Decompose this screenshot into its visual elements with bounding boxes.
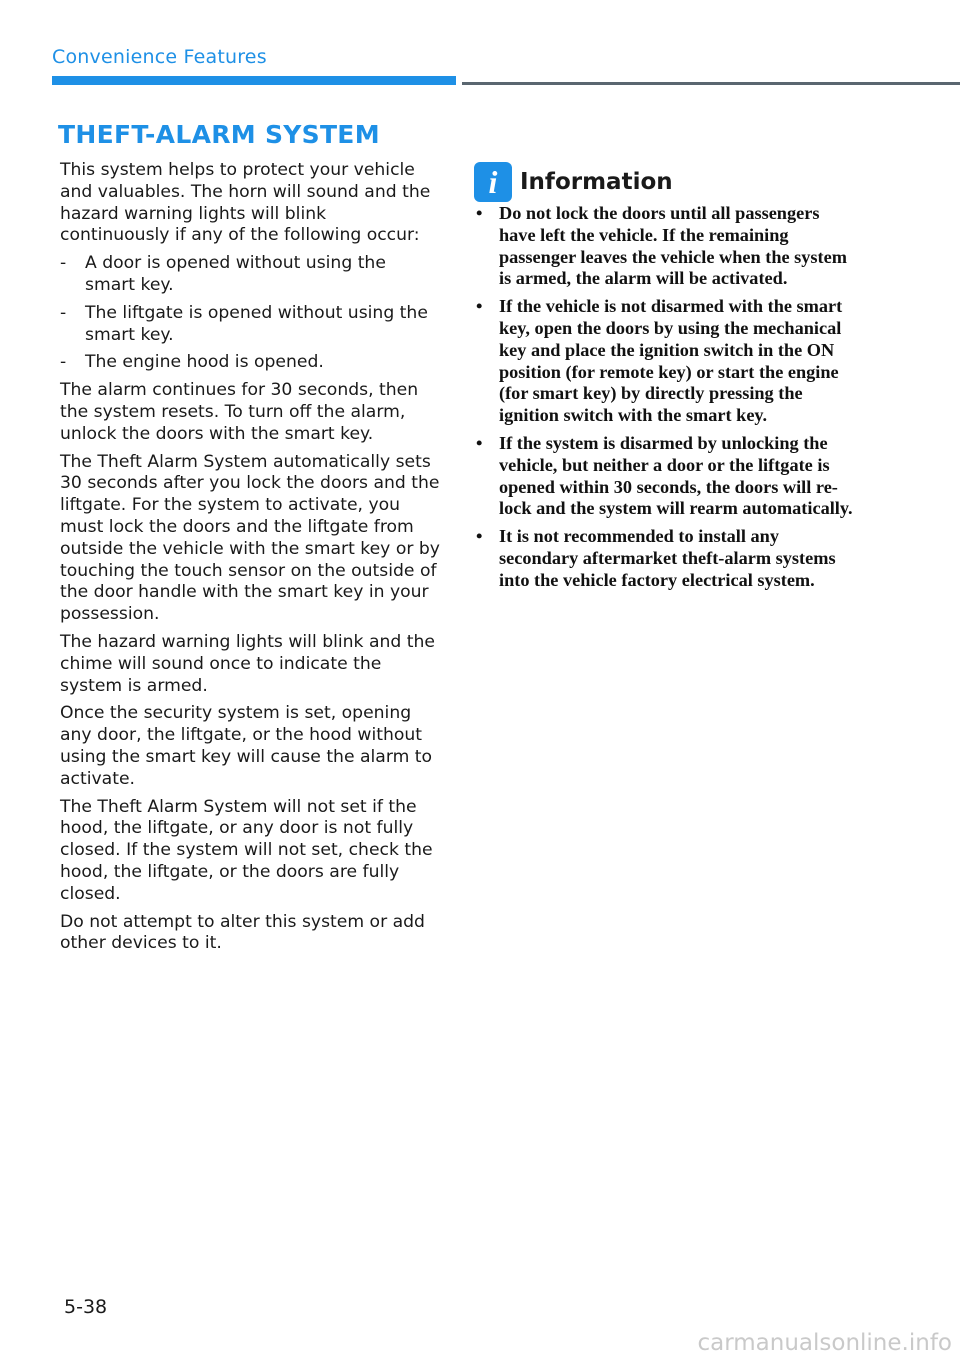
info-item-text: If the vehicle is not disarmed with the smart key, open the doors by using the mechanical key and place the ignition switch in the ON position (for remote key) or start the engine (for smart key) by directly pressing the ignition switch with the smart key. (499, 296, 843, 426)
body-paragraph: The Theft Alarm System automatically sets 30 seconds after you lock the doors and the liftgate. For the system to activate, you must lock the doors and the liftgate from outside the vehicle with the smart key or by touching the touch sensor on the outside of the door handle with the smart key in your possession. (60, 451, 440, 625)
bullet-dot: • (476, 296, 483, 317)
condition-text: A door is opened without using the smart key. (85, 253, 386, 295)
dash-bullet: - (60, 253, 67, 274)
condition-text: The engine hood is opened. (85, 352, 324, 373)
body-paragraph: Do not attempt to alter this system or add other devices to it. (60, 911, 425, 954)
body-paragraph: The hazard warning lights will blink and the chime will sound once to indicate the system is armed. (60, 631, 435, 696)
condition-item (60, 352, 440, 374)
info-item (474, 296, 854, 427)
chapter-title: Convenience Features (52, 46, 267, 68)
info-header (474, 162, 673, 202)
info-item-text: Do not lock the doors until all passengers have left the vehicle. If the remaining passenger leaves the vehicle when the system is armed, the alarm will be activated. (499, 203, 847, 289)
info-item (474, 433, 854, 520)
bullet-dot: • (476, 203, 483, 223)
body-paragraph: The Theft Alarm System will not set if the hood, the liftgate, or any door is not fully closed. If the system will not set, check the hood, the liftgate, or the doors are fully closed. (60, 796, 433, 904)
info-icon (474, 162, 512, 202)
condition-text: The liftgate is opened without using the smart key. (85, 302, 428, 345)
bullet-dot: • (476, 432, 483, 453)
info-item (474, 203, 854, 290)
watermark: carmanualsonline.info (697, 1330, 952, 1356)
info-list (474, 203, 854, 598)
info-item (474, 526, 854, 591)
body-paragraph: Once the security system is set, opening any door, the liftgate, or the hood without using the smart key will cause the alarm to activate. (60, 703, 433, 789)
info-title: Information (520, 169, 673, 195)
dash-bullet: - (60, 352, 67, 373)
svg-text:i: i (488, 166, 498, 198)
info-item-text: If the system is disarmed by unlocking the vehicle, but neither a door or the liftgate is opened within 30 seconds, the doors will re-lock and the system will rearm automatically. (499, 432, 853, 519)
condition-item (60, 303, 440, 347)
dash-bullet: - (60, 302, 67, 323)
intro-paragraph: This system helps to protect your vehicle and valuables. The horn will sound and the hazard warning lights will blink continuously if any of the following occur: (60, 160, 431, 246)
body-paragraph: The alarm continues for 30 seconds, then the system resets. To turn off the alarm, unlock the doors with the smart key. (60, 380, 419, 444)
header-rule-accent (52, 76, 456, 85)
info-item-text: It is not recommended to install any secondary aftermarket theft-alarm systems into the vehicle factory electrical system. (499, 526, 836, 590)
bullet-dot: • (476, 526, 483, 547)
main-text-column (60, 160, 440, 961)
condition-item (60, 253, 440, 297)
header-rule (462, 82, 960, 85)
page-number: 5-38 (64, 1296, 108, 1318)
section-title: THEFT-ALARM SYSTEM (58, 120, 380, 149)
info-glyph (482, 166, 504, 198)
